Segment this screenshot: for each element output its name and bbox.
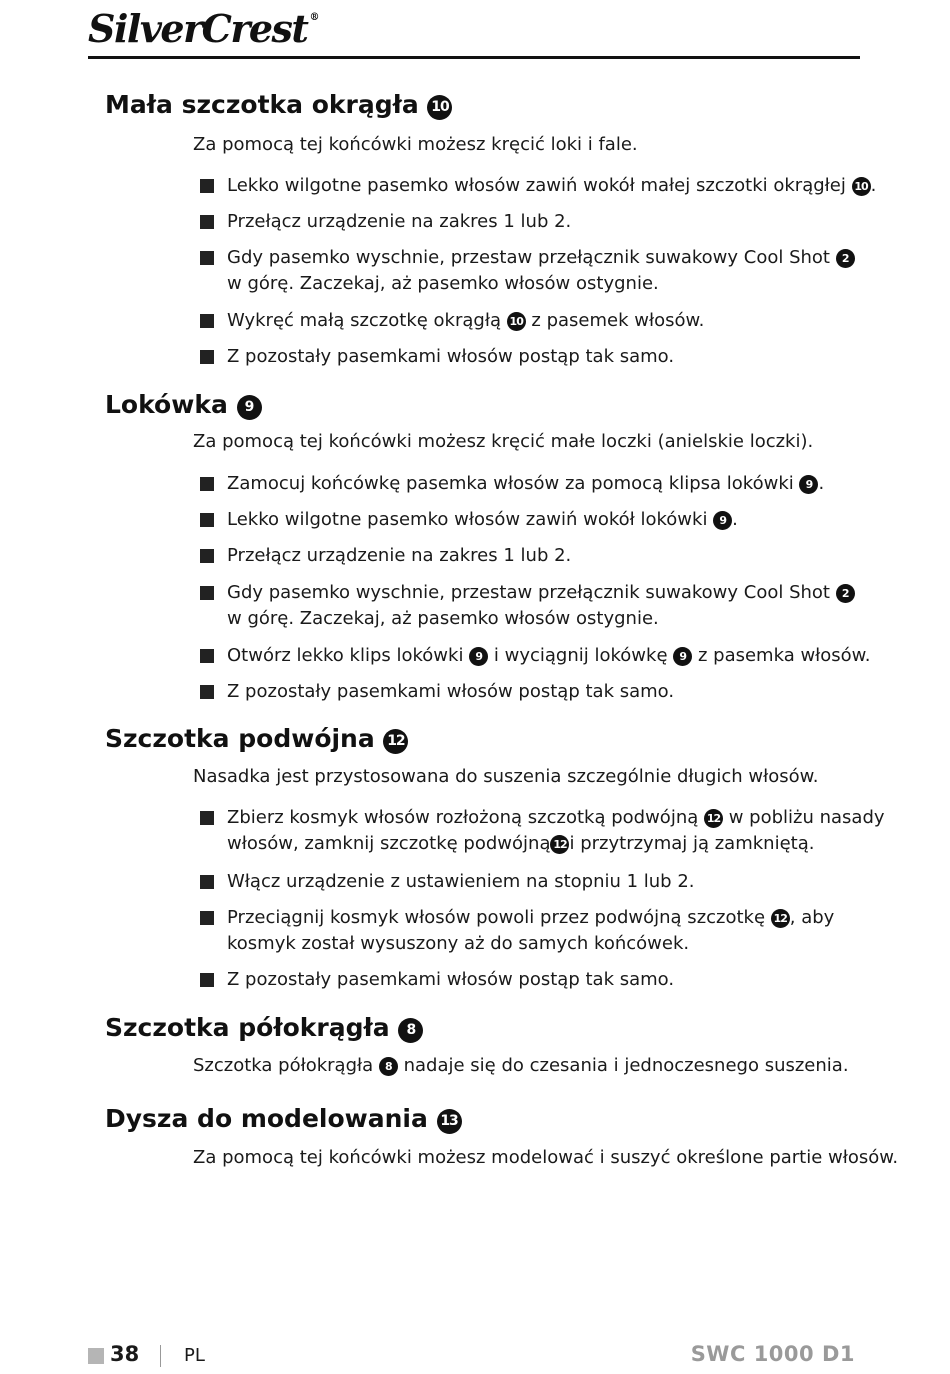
section-intro: Nasadka jest przystosowana do suszenia szczególnie długich włosów. <box>193 766 819 787</box>
bullet-text: Wykręć małą szczotkę okrągłą 10 z pasemek włosów. <box>227 310 705 331</box>
section-intro: Za pomocą tej końcówki możesz kręcić małe loczki (anielskie loczki). <box>193 431 814 452</box>
bullet-square-icon <box>200 215 214 229</box>
reference-number-badge: 2 <box>836 584 855 603</box>
bullet-item <box>200 643 871 669</box>
bullet-square-icon <box>200 513 214 527</box>
reference-number-badge: 12 <box>771 909 790 928</box>
bullet-item <box>200 344 840 370</box>
section-heading: Szczotka półokrągła 8 <box>105 1013 423 1043</box>
reference-number-badge: 2 <box>836 249 855 268</box>
reference-number-badge: 12 <box>550 835 569 854</box>
bullet-square-icon <box>200 586 214 600</box>
section-heading: Szczotka podwójna 12 <box>105 724 408 754</box>
bullet-text: Zamocuj końcówkę pasemka włosów za pomocą klipsa lokówki 9 . <box>227 473 825 494</box>
bullet-text: Zbierz kosmyk włosów rozłożoną szczotką podwójną 12 w pobliżu nasady włosów, zamknij szczotkę podwójną 12 i przytrzymaj ją zamkniętą. <box>227 807 885 854</box>
section-intro: Za pomocą tej końcówki możesz modelować i suszyć określone partie włosów. <box>193 1147 899 1168</box>
header-rule <box>88 56 860 59</box>
bullet-item <box>200 209 840 235</box>
bullet-item <box>200 308 840 334</box>
bullet-square-icon <box>200 649 214 663</box>
section-heading: Mała szczotka okrągła 10 <box>105 90 452 120</box>
bullet-square-icon <box>200 477 214 491</box>
bullet-square-icon <box>200 875 214 889</box>
reference-number-badge: 9 <box>713 511 732 530</box>
heading-reference-number: 8 <box>398 1018 423 1043</box>
bullet-item <box>200 543 840 569</box>
section-heading: Lokówka 9 <box>105 390 262 420</box>
bullet-item <box>200 805 885 857</box>
bullet-item <box>200 245 849 297</box>
reference-number-badge: 10 <box>507 312 526 331</box>
bullet-item <box>200 679 840 705</box>
bullet-item <box>200 905 840 957</box>
bullet-text: Z pozostały pasemkami włosów postąp tak samo. <box>227 969 675 990</box>
model-number: SWC 1000 D1 <box>690 1342 855 1366</box>
bullet-square-icon <box>200 251 214 265</box>
reference-number-badge: 8 <box>379 1057 398 1076</box>
bullet-item <box>200 471 840 497</box>
page-footer <box>0 1342 950 1372</box>
heading-reference-number: 13 <box>437 1109 462 1134</box>
bullet-square-icon <box>200 314 214 328</box>
bullet-square-icon <box>200 811 214 825</box>
bullet-text: Otwórz lekko klips lokówki 9 i wyciągnij lokówkę 9 z pasemka włosów. <box>227 645 871 666</box>
bullet-item <box>200 173 877 199</box>
heading-reference-number: 9 <box>237 395 262 420</box>
bullet-text: Lekko wilgotne pasemko włosów zawiń wokół małej szczotki okrągłej 10 . <box>227 175 877 196</box>
bullet-text: Przełącz urządzenie na zakres 1 lub 2. <box>227 545 572 566</box>
bullet-text: Włącz urządzenie z ustawieniem na stopniu 1 lub 2. <box>227 871 695 892</box>
bullet-text: Lekko wilgotne pasemko włosów zawiń wokół lokówki 9 . <box>227 509 738 530</box>
bullet-text: Z pozostały pasemkami włosów postąp tak samo. <box>227 346 675 367</box>
bullet-text: Gdy pasemko wyschnie, przestaw przełącznik suwakowy Cool Shot 2 w górę. Zaczekaj, aż pasemko włosów ostygnie. <box>227 580 840 632</box>
reference-number-badge: 9 <box>673 647 692 666</box>
bullet-item <box>200 580 849 632</box>
bullet-text: Z pozostały pasemkami włosów postąp tak samo. <box>227 681 675 702</box>
bullet-square-icon <box>200 350 214 364</box>
bullet-square-icon <box>200 973 214 987</box>
reference-number-badge: 10 <box>852 177 871 196</box>
brand-logo: SilverCrest ® <box>88 6 318 51</box>
page-number: 38 <box>110 1342 140 1366</box>
bullet-item <box>200 967 840 993</box>
bullet-item <box>200 507 840 533</box>
reference-number-badge: 9 <box>469 647 488 666</box>
bullet-item <box>200 869 840 895</box>
bullet-text: Gdy pasemko wyschnie, przestaw przełącznik suwakowy Cool Shot 2 w górę. Zaczekaj, aż pasemko włosów ostygnie. <box>227 245 840 297</box>
heading-reference-number: 10 <box>427 95 452 120</box>
section-heading: Dysza do modelowania 13 <box>105 1104 462 1134</box>
reference-number-badge: 12 <box>704 809 723 828</box>
section-intro: Szczotka półokrągła 8 nadaje się do czesania i jednoczesnego suszenia. <box>193 1055 849 1076</box>
heading-reference-number: 12 <box>383 729 408 754</box>
footer-square <box>88 1348 104 1364</box>
bullet-square-icon <box>200 911 214 925</box>
bullet-square-icon <box>200 549 214 563</box>
language-code: PL <box>184 1345 205 1366</box>
bullet-square-icon <box>200 179 214 193</box>
bullet-square-icon <box>200 685 214 699</box>
bullet-text: Przeciągnij kosmyk włosów powoli przez podwójną szczotkę 12 , aby kosmyk został wysuszony aż do samych końcówek. <box>227 907 835 954</box>
footer-divider <box>160 1345 161 1367</box>
section-intro: Za pomocą tej końcówki możesz kręcić loki i fale. <box>193 134 638 155</box>
reference-number-badge: 9 <box>799 475 818 494</box>
bullet-text: Przełącz urządzenie na zakres 1 lub 2. <box>227 211 572 232</box>
